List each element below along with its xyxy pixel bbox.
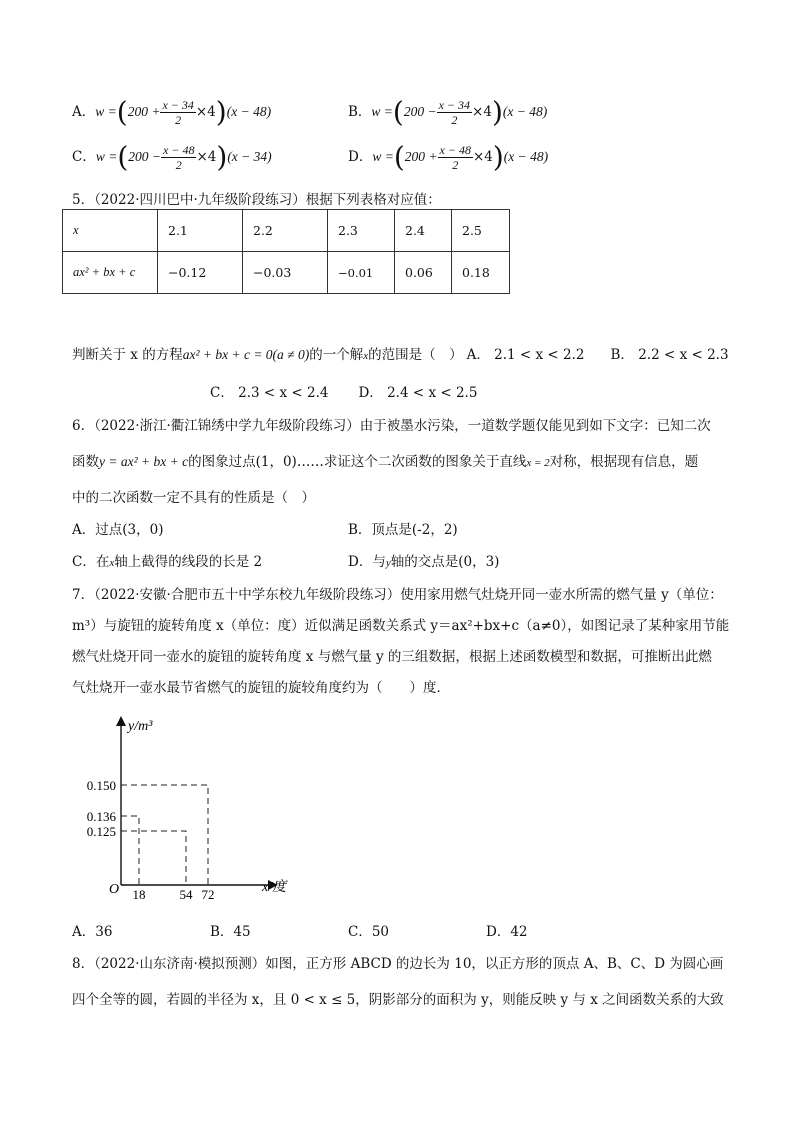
q8-line-1: 8．（2022·山东济南·模拟预测）如图，正方形 ABCD 的边长为 10，以正方形的顶点 A、B、C、D 为圆心画: [72, 956, 724, 972]
q7-option-d: D．42: [486, 924, 528, 940]
x-tick-label: 54: [179, 887, 193, 902]
x-tick-label: 72: [201, 887, 215, 902]
table-cell: 2.3: [328, 210, 395, 252]
q4-option-b: B．w =(200 − $\frac{x - 34}{2}$ ×4)(x − 48): [348, 95, 548, 129]
table-cell: 2.1: [158, 210, 243, 252]
table-row: [63, 210, 510, 252]
q6-option-c: C．在x轴上截得的线段的长是 2: [72, 554, 263, 570]
table-cell: −0.12: [158, 252, 243, 294]
q7-option-b: B．45: [210, 924, 251, 940]
q4-option-c: C．w =(200 − $\frac{x - 48}{2}$ ×4)(x − 34): [72, 140, 272, 174]
table-cell: x: [63, 210, 158, 252]
x-axis-label: x/度: [262, 880, 287, 895]
q6-option-b: B．顶点是(-2，2): [348, 522, 458, 538]
q4-option-d: D．w =(200 + $\frac{x - 48}{2}$ ×4)(x − 48): [348, 140, 549, 174]
q7-line-2: m³）与旋钮的旋转角度 x（单位：度）近似满足函数关系式 y＝ax²+bx+c（a≠0），如图记录了某种家用节能: [72, 618, 730, 634]
y-tick-label: 0.150: [86, 778, 116, 793]
q6-line-2: 函数y = ax² + bx + c的图象过点(1，0)……求证这个二次函数的图象关于直线x = 2对称，根据现有信息，题: [72, 454, 699, 470]
q5-question: 判断关于 x 的方程ax² + bx + c = 0(a ≠ 0)的一个解x的范围是（ ） A． 2.1 < x < 2.2 B． 2.2 < x < 2.3: [72, 347, 729, 363]
table-cell: 0.06: [395, 252, 452, 294]
q7-line-3: 燃气灶烧开同一壶水的旋钮的旋转角度 x 与燃气量 y 的三组数据，根据上述函数模型和数据，可推断出此燃: [72, 649, 712, 665]
table-cell: 2.4: [395, 210, 452, 252]
q5-stem: 5．（2022·四川巴中·九年级阶段练习）根据下列表格对应值：: [72, 192, 441, 208]
table-cell: −0.03: [243, 252, 328, 294]
q7-line-4: 气灶烧开一壶水最节省燃气的旋钮的旋较角度约为（ ）度．: [72, 680, 450, 696]
q6-line-3: 中的二次函数一定不具有的性质是（ ）: [72, 490, 315, 506]
y-tick-label: 0.136: [86, 809, 116, 824]
table-row: [63, 252, 510, 294]
data-point-guide-3: [121, 785, 208, 885]
x-tick-label: 18: [132, 887, 146, 902]
q7-line-1: 7．（2022·安徽·合肥市五十中学东校九年级阶段练习）使用家用燃气灶烧开同一壶水所需的燃气量 y（单位：: [72, 587, 723, 603]
y-tick-label: 0.125: [86, 824, 116, 839]
q4-option-a: A．w =(200 + $\frac{x - 34}{2}$ ×4)(x − 48): [72, 95, 272, 129]
table-cell: −0.01: [328, 252, 395, 294]
q7-option-a: A．36: [72, 924, 113, 940]
data-point-guide-1: [121, 816, 139, 885]
table-cell: 0.18: [452, 252, 510, 294]
q6-option-d: D．与y轴的交点是(0，3): [348, 554, 500, 570]
data-point-guide-2: [121, 831, 186, 885]
table-cell: ax² + bx + c: [63, 252, 158, 294]
table-cell: 2.2: [243, 210, 328, 252]
q6-option-a: A．过点(3，0): [72, 522, 164, 538]
q5-value-table: [62, 209, 510, 294]
origin-label: O: [109, 882, 120, 897]
q6-line-1: 6．（2022·浙江·衢江锦绣中学九年级阶段练习）由于被墨水污染，一道数学题仅能见到如下文字：已知二次: [72, 418, 711, 434]
y-axis-label: y/m³: [128, 719, 153, 734]
q7-option-c: C．50: [348, 924, 390, 940]
table-cell: 2.5: [452, 210, 510, 252]
q8-line-2: 四个全等的圆，若圆的半径为 x，且 0 < x ≤ 5，阴影部分的面积为 y，则能反映 y 与 x 之间函数关系的大致: [72, 992, 724, 1008]
q5-options-cd: C． 2.3 < x < 2.4 D． 2.4 < x < 2.5: [210, 385, 478, 401]
